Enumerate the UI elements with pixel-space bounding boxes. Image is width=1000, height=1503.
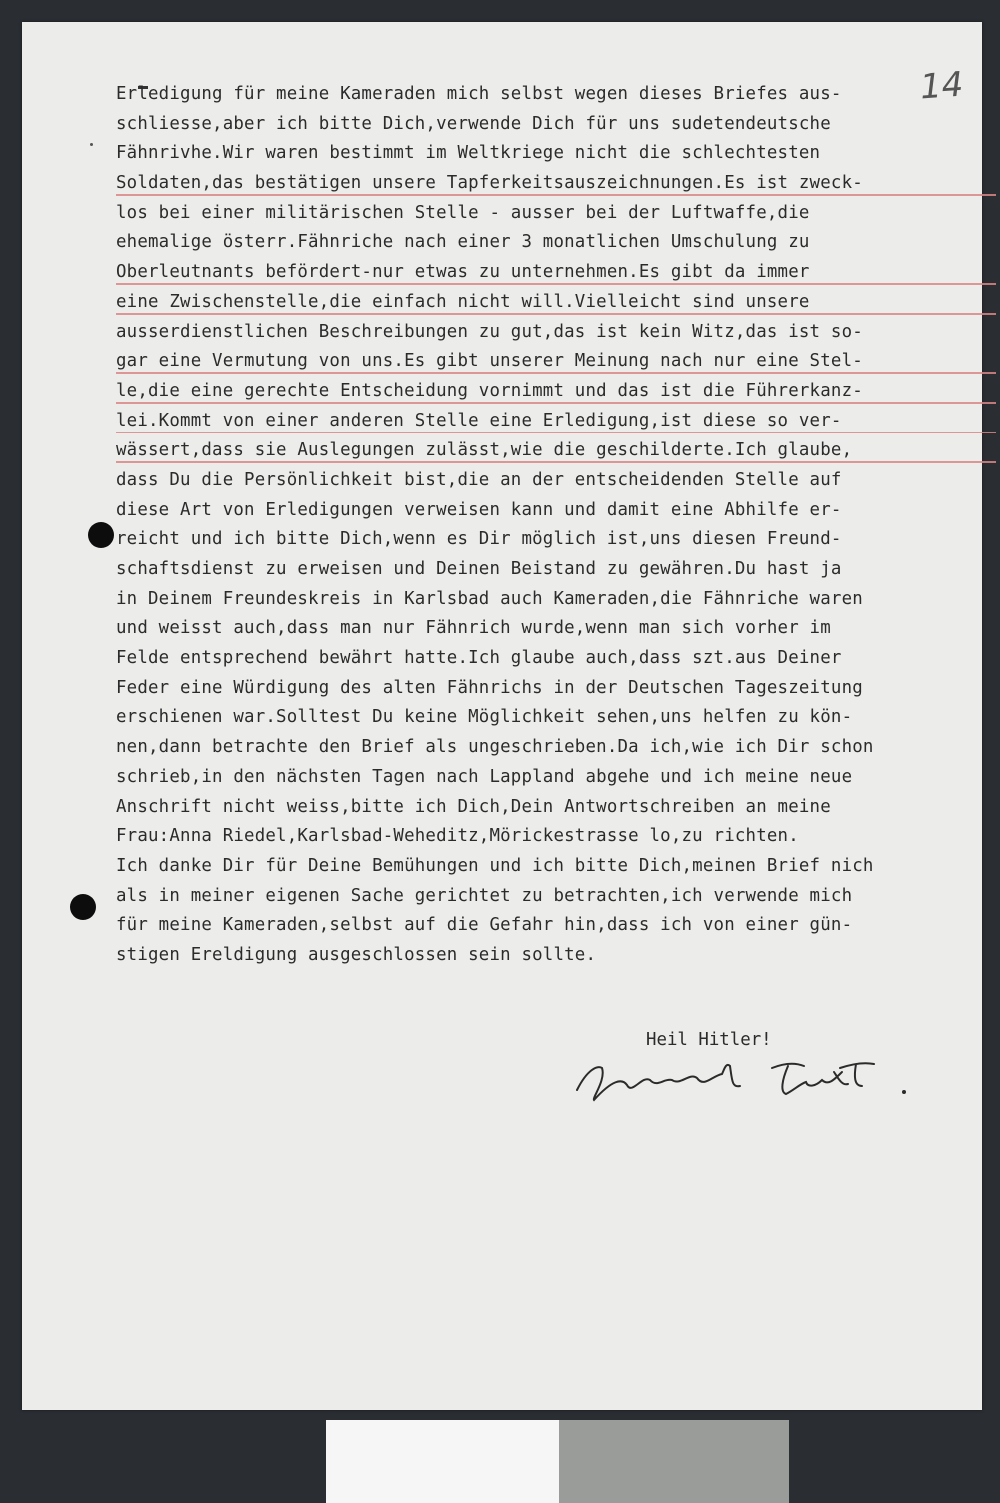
text-line: Felde entsprechend bewährt hatte.Ich glaube auch,dass szt.aus Deiner — [116, 648, 842, 669]
text-line: reicht und ich bitte Dich,wenn es Dir möglich ist,uns diesen Freund- — [116, 529, 842, 550]
text-line: in Deinem Freundeskreis in Karlsbad auch Kameraden,die Fähnriche waren — [116, 588, 863, 609]
text-line: schrieb,in den nächsten Tagen nach Lappland abgehe und ich meine neue — [116, 766, 853, 787]
letter-body — [116, 80, 996, 971]
text-line: ehemalige österr.Fähnriche nach einer 3 monatlichen Umschulung zu — [116, 232, 810, 253]
ink-dot — [90, 143, 93, 146]
text-line: Frau:Anna Riedel,Karlsbad-Weheditz,Mörickestrasse lo,zu richten. — [116, 826, 799, 847]
colour-card-white — [326, 1420, 559, 1503]
text-line: Feder eine Würdigung des alten Fähnrichs in der Deutschen Tageszeitung — [116, 677, 863, 698]
text-line: lei.Kommt von einer anderen Stelle eine Erledigung,ist diese so ver- — [116, 407, 996, 437]
text-line: als in meiner eigenen Sache gerichtet zu betrachten,ich verwende mich — [116, 885, 853, 906]
text-line: dass Du die Persönlichkeit bist,die an der entscheidenden Stelle auf — [116, 469, 842, 490]
text-line: Oberleutnants befördert-nur etwas zu unternehmen.Es gibt da immer — [116, 258, 996, 288]
punch-hole — [70, 894, 96, 920]
text-line: los bei einer militärischen Stelle - ausser bei der Luftwaffe,die — [116, 202, 810, 223]
signature — [572, 1050, 932, 1110]
text-line: schliesse,aber ich bitte Dich,verwende Dich für uns sudetendeutsche — [116, 113, 831, 134]
text-line: für meine Kameraden,selbst auf die Gefahr hin,dass ich von einer gün- — [116, 915, 853, 936]
text-line: Soldaten,das bestätigen unsere Tapferkeitsauszeichnungen.Es ist zweck- — [116, 169, 996, 199]
text-line: Fähnrivhe.Wir waren bestimmt im Weltkriege nicht die schlechtesten — [116, 143, 821, 164]
text-line: gar eine Vermutung von uns.Es gibt unserer Meinung nach nur eine Stel- — [116, 347, 996, 377]
text-line: nen,dann betrachte den Brief als ungeschrieben.Da ich,wie ich Dir schon — [116, 737, 874, 758]
text-line: Erledigung für meine Kameraden mich selbst wegen dieses Briefes aus- — [116, 84, 842, 104]
punch-hole — [88, 522, 114, 548]
text-line: und weisst auch,dass man nur Fähnrich wurde,wenn man sich vorher im — [116, 618, 831, 639]
text-line: wässert,dass sie Auslegungen zulässt,wie die geschilderte.Ich glaube, — [116, 436, 996, 466]
page-number: 14 — [918, 64, 965, 108]
colour-card-grey — [559, 1420, 789, 1503]
text-line: ausserdienstlichen Beschreibungen zu gut,das ist kein Witz,das ist so- — [116, 321, 863, 342]
text-line: stigen Ereldigung ausgeschlossen sein sollte. — [116, 944, 597, 965]
text-line: Anschrift nicht weiss,bitte ich Dich,Dein Antwortschreiben an meine — [116, 796, 831, 817]
text-line: diese Art von Erledigungen verweisen kann und damit eine Abhilfe er- — [116, 499, 842, 520]
text-line: Ich danke Dir für Deine Bemühungen und ich bitte Dich,meinen Brief nich — [116, 855, 874, 876]
text-line: erschienen war.Solltest Du keine Möglichkeit sehen,uns helfen zu kön- — [116, 707, 853, 728]
text-line: schaftsdienst zu erweisen und Deinen Beistand zu gewähren.Du hast ja — [116, 559, 842, 579]
closing-salutation: Heil Hitler! — [646, 1030, 772, 1050]
text-line: eine Zwischenstelle,die einfach nicht will.Vielleicht sind unsere — [116, 288, 996, 318]
text-line: le,die eine gerechte Entscheidung vornimmt und das ist die Führerkanz- — [116, 377, 996, 407]
